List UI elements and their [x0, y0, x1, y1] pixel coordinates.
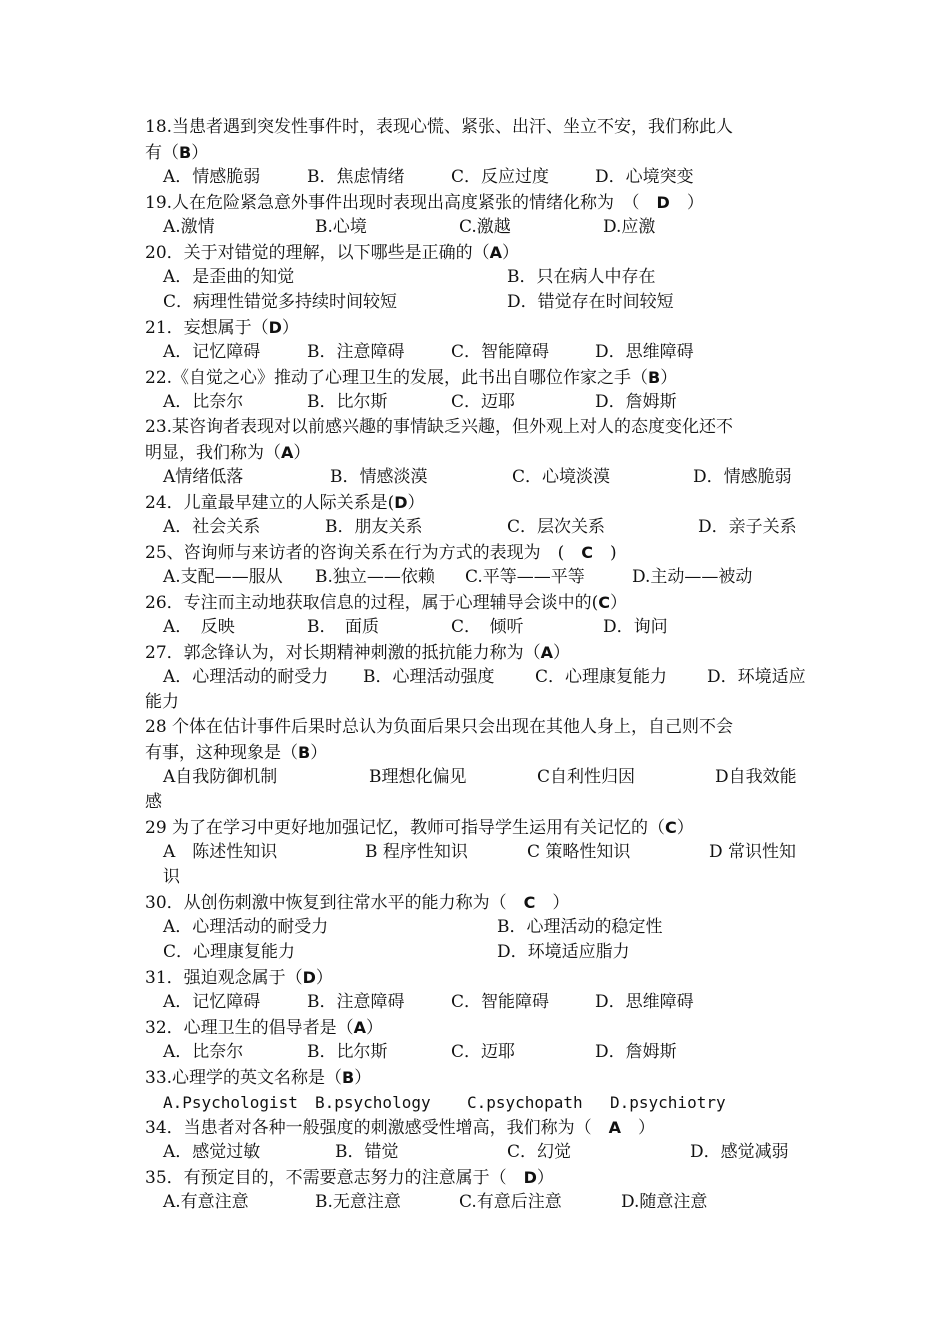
option-19-d: D.应激 — [603, 217, 656, 237]
option-31-b: B．注意障碍 — [307, 992, 405, 1012]
option-25-c: C.平等——平等 — [465, 567, 585, 587]
option-29-b: B 程序性知识 — [365, 842, 468, 862]
question-31-options — [145, 990, 815, 1015]
question-28-options-wrap: 感 — [145, 792, 162, 812]
option-30-b: B．心理活动的稳定性 — [497, 917, 663, 937]
question-30-options-1 — [145, 915, 815, 940]
option-34-c: C．幻觉 — [507, 1142, 572, 1162]
question-18-options — [145, 165, 815, 190]
option-24-c: C．层次关系 — [507, 517, 606, 537]
option-20-a: A．是歪曲的知觉 — [163, 267, 295, 287]
question-18-text-cont: 有（B） — [145, 143, 209, 163]
answer-22: B — [648, 368, 661, 387]
question-23-options — [145, 465, 815, 490]
option-20-b: B．只在病人中存在 — [507, 267, 656, 287]
option-29-c: C 策略性知识 — [527, 842, 631, 862]
option-20-c: C．病理性错觉多持续时间较短 — [163, 292, 398, 312]
answer-32: A — [353, 1018, 367, 1037]
option-27-d: D．环境适应 — [707, 667, 806, 687]
question-19-text: 19.人在危险紧急意外事件出现时表现出高度紧张的情绪化称为 （ D ） — [145, 193, 704, 213]
option-35-b: B.无意注意 — [315, 1192, 401, 1212]
option-21-a: A．记忆障碍 — [163, 342, 261, 362]
question-27-options — [145, 665, 815, 690]
option-32-d: D．詹姆斯 — [595, 1042, 677, 1062]
question-22-text: 22.《自觉之心》推动了心理卫生的发展，此书出自哪位作家之手（B） — [145, 368, 678, 388]
option-22-c: C．迈耶 — [451, 392, 516, 412]
option-33-b: B.psychology — [315, 1093, 431, 1112]
question-35-options — [145, 1190, 815, 1215]
question-27-text: 27．郭念锋认为，对长期精神刺激的抵抗能力称为（A） — [145, 643, 571, 663]
option-18-b: B．焦虑情绪 — [307, 167, 405, 187]
question-30-text: 30．从创伤刺激中恢复到往常水平的能力称为（ C ） — [145, 893, 570, 913]
option-29-a: A 陈述性知识 — [163, 842, 278, 862]
question-25-text: 25、咨询师与来访者的咨询关系在行为方式的表现为 ( C ) — [145, 543, 617, 563]
option-32-a: A．比奈尔 — [163, 1042, 244, 1062]
option-19-a: A.激情 — [163, 217, 215, 237]
answer-35: D — [523, 1168, 537, 1187]
question-20-options-2 — [145, 290, 815, 315]
option-28-d: D自我效能 — [715, 767, 797, 787]
option-20-d: D．错觉存在时间较短 — [507, 292, 674, 312]
option-34-a: A．感觉过敏 — [163, 1142, 261, 1162]
option-21-b: B．注意障碍 — [307, 342, 405, 362]
option-28-a: A自我防御机制 — [163, 767, 278, 787]
option-31-c: C．智能障碍 — [451, 992, 550, 1012]
option-19-c: C.激越 — [459, 217, 511, 237]
option-31-a: A．记忆障碍 — [163, 992, 261, 1012]
option-21-c: C．智能障碍 — [451, 342, 550, 362]
option-29-d: D 常识性知 — [709, 842, 797, 862]
option-22-d: D．詹姆斯 — [595, 392, 677, 412]
option-21-d: D．思维障碍 — [595, 342, 694, 362]
option-30-d: D．环境适应脂力 — [497, 942, 630, 962]
question-28-text: 28 个体在估计事件后果时总认为负面后果只会出现在其他人身上，自己则不会 — [145, 717, 734, 737]
answer-23: A — [281, 443, 294, 462]
answer-31: D — [302, 968, 316, 987]
answer-21: D — [268, 318, 282, 337]
answer-24: D — [394, 493, 408, 512]
answer-34: A — [608, 1118, 622, 1137]
answer-27: A — [540, 643, 554, 662]
option-26-c: C． 倾听 — [451, 617, 524, 637]
option-25-b: B.独立——依赖 — [315, 567, 435, 587]
question-25-options — [145, 565, 815, 590]
option-24-a: A．社会关系 — [163, 517, 261, 537]
option-28-b: B理想化偏见 — [369, 767, 467, 787]
question-33-options — [145, 1090, 815, 1115]
option-26-b: B． 面质 — [307, 617, 379, 637]
option-34-b: B．错觉 — [335, 1142, 399, 1162]
option-25-a: A.支配——服从 — [163, 567, 283, 587]
option-35-c: C.有意后注意 — [459, 1192, 562, 1212]
option-18-d: D．心境突变 — [595, 167, 694, 187]
answer-29: C — [665, 818, 677, 837]
question-24-options — [145, 515, 815, 540]
option-24-b: B．朋友关系 — [325, 517, 423, 537]
option-27-b: B．心理活动强度 — [363, 667, 495, 687]
question-30-options-2 — [145, 940, 815, 965]
option-22-a: A．比奈尔 — [163, 392, 244, 412]
option-28-c: C自利性归因 — [537, 767, 636, 787]
answer-26: C — [598, 593, 611, 612]
answer-25: C — [581, 543, 594, 562]
question-33-text: 33.心理学的英文名称是（B） — [145, 1068, 372, 1088]
option-24-d: D．亲子关系 — [698, 517, 797, 537]
question-24-text: 24．儿童最早建立的人际关系是(D） — [145, 493, 425, 513]
question-32-options — [145, 1040, 815, 1065]
option-31-d: D．思维障碍 — [595, 992, 694, 1012]
option-32-b: B．比尔斯 — [307, 1042, 388, 1062]
question-32-text: 32．心理卫生的倡导者是（A） — [145, 1018, 384, 1038]
option-34-d: D．感觉减弱 — [690, 1142, 789, 1162]
option-23-a: A情绪低落 — [163, 467, 244, 487]
answer-30: C — [523, 893, 536, 912]
question-19-options — [145, 215, 815, 240]
option-23-b: B．情感淡漠 — [330, 467, 428, 487]
option-30-c: C．心理康复能力 — [163, 942, 296, 962]
option-26-d: D．询问 — [603, 617, 668, 637]
question-28-text-cont: 有事，这种现象是（B） — [145, 743, 328, 763]
option-26-a: A． 反映 — [163, 617, 235, 637]
option-18-c: C．反应过度 — [451, 167, 550, 187]
option-30-a: A．心理活动的耐受力 — [163, 917, 329, 937]
question-26-text: 26．专注而主动地获取信息的过程，属于心理辅导会谈中的(C） — [145, 593, 628, 613]
question-22-options — [145, 390, 815, 415]
answer-28: B — [298, 743, 311, 762]
question-23-text: 23.某咨询者表现对以前感兴趣的事情缺乏兴趣，但外观上对人的态度变化还不 — [145, 417, 734, 437]
option-23-c: C．心境淡漠 — [512, 467, 611, 487]
option-32-c: C．迈耶 — [451, 1042, 516, 1062]
question-20-options-1 — [145, 265, 815, 290]
question-27-options-wrap: 能力 — [145, 692, 179, 712]
question-28-options — [145, 765, 815, 790]
option-23-d: D．情感脆弱 — [693, 467, 792, 487]
option-35-a: A.有意注意 — [163, 1192, 249, 1212]
answer-33: B — [342, 1068, 355, 1087]
question-29-text: 29 为了在学习中更好地加强记忆，教师可指导学生运用有关记忆的（C） — [145, 818, 694, 838]
question-34-options — [145, 1140, 815, 1165]
question-23-text-cont: 明显，我们称为（A） — [145, 443, 311, 463]
question-21-options — [145, 340, 815, 365]
option-33-c: C.psychopath — [467, 1093, 583, 1112]
option-25-d: D.主动——被动 — [632, 567, 753, 587]
option-33-d: D.psychiotry — [610, 1093, 726, 1112]
question-20-text: 20．关于对错觉的理解，以下哪些是正确的（A） — [145, 243, 520, 263]
option-27-a: A．心理活动的耐受力 — [163, 667, 329, 687]
answer-19: D — [656, 193, 670, 212]
option-19-b: B.心境 — [315, 217, 367, 237]
answer-18: B — [179, 143, 192, 162]
question-26-options — [145, 615, 815, 640]
question-35-text: 35．有预定目的，不需要意志努力的注意属于（ D） — [145, 1168, 554, 1188]
answer-20: A — [489, 243, 503, 262]
option-33-a: A.Psychologist — [163, 1093, 298, 1112]
question-21-text: 21．妄想属于（D） — [145, 318, 299, 338]
option-22-b: B．比尔斯 — [307, 392, 388, 412]
question-29-options — [145, 840, 815, 865]
question-31-text: 31．强迫观念属于（D） — [145, 968, 333, 988]
option-18-a: A．情感脆弱 — [163, 167, 261, 187]
option-27-c: C．心理康复能力 — [535, 667, 668, 687]
option-35-d: D.随意注意 — [621, 1192, 708, 1212]
question-29-options-wrap: 识 — [163, 867, 180, 887]
question-18-text: 18.当患者遇到突发性事件时，表现心慌、紧张、出汗、坐立不安，我们称此人 — [145, 117, 734, 137]
question-34-text: 34．当患者对各种一般强度的刺激感受性增高，我们称为（ A ） — [145, 1118, 656, 1138]
